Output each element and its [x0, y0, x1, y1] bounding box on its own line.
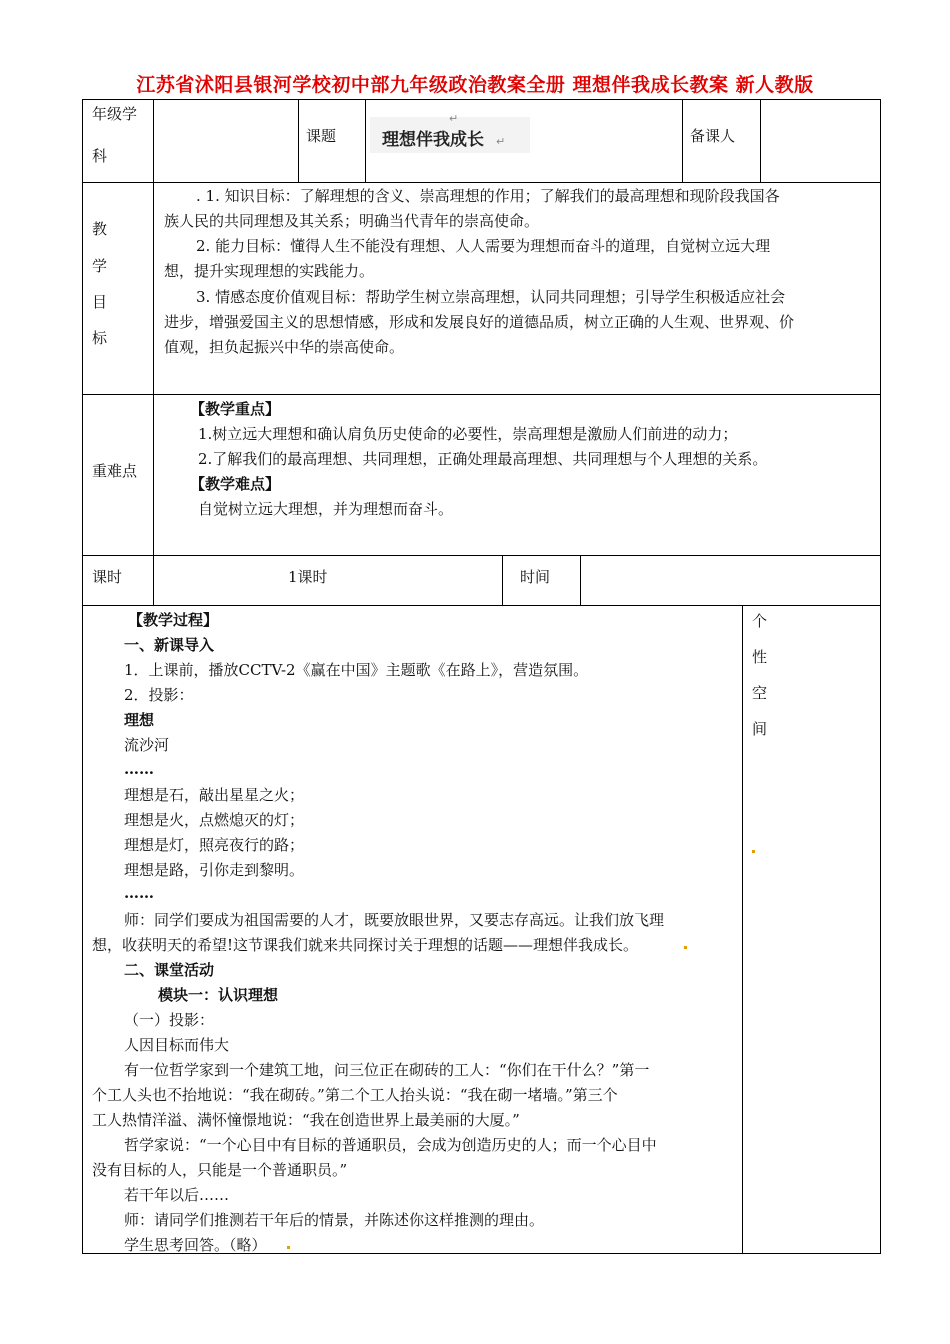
topic-title: 理想伴我成长 — [382, 130, 484, 150]
personal-space-char: 个 — [752, 612, 768, 630]
module-1-projection: （一）投影： — [124, 1011, 215, 1029]
objectives-label-char: 标 — [92, 329, 108, 347]
ellipsis: …… — [124, 884, 154, 902]
story-line-3: 工人热情洋溢、满怀憧憬地说：“我在创造世界上最美丽的大厦。” — [92, 1111, 520, 1129]
story-line-5: 没有目标的人，只能是一个普通职员。” — [92, 1161, 348, 1179]
story-line-1: 有一位哲学家到一个建筑工地，问三位正在砌砖的工人：“你们在干什么？”第一 — [124, 1061, 650, 1079]
preparer-label: 备课人 — [690, 127, 736, 145]
key-points-label: 重难点 — [92, 462, 138, 480]
section-1-item-2: 2．投影： — [124, 686, 194, 704]
poem-line-3: 理想是灯，照亮夜行的路； — [124, 836, 305, 854]
personal-space-char: 空 — [752, 684, 768, 702]
paragraph-mark-icon: ↵ — [449, 112, 459, 125]
paragraph-mark-icon: ↵ — [496, 135, 506, 148]
class-hours-value: 1课时 — [288, 568, 328, 586]
document-title: 江苏省沭阳县银河学校初中部九年级政治教案全册 理想伴我成长教案 新人教版 — [136, 74, 814, 96]
highlight-mark — [684, 946, 687, 949]
time-label: 时间 — [520, 568, 551, 586]
objective-2-line2: 想，提升实现理想的实践能力。 — [164, 262, 375, 280]
poem-line-4: 理想是路，引你走到黎明。 — [124, 861, 305, 879]
story-line-6: 若干年以后…… — [124, 1186, 230, 1204]
story-line-2: 个工人头也不抬地说：“我在砌砖。”第二个工人抬头说：“我在砌一堵墙。”第三个 — [92, 1086, 618, 1104]
poem-title: 理想 — [124, 711, 155, 729]
poem-line-2: 理想是火，点燃熄灭的灯； — [124, 811, 305, 829]
grade-subject-label-line1: 年级学 — [92, 105, 138, 123]
module-1-heading: 模块一：认识理想 — [158, 986, 279, 1004]
objective-2-line1: 2. 能力目标：懂得人生不能没有理想、人人需要为理想而奋斗的道理，自觉树立远大理 — [196, 237, 771, 255]
topic-label: 课题 — [306, 127, 337, 145]
teacher-remark-1-line2: 想，收获明天的希望!这节课我们就来共同探讨关于理想的话题——理想伴我成长。 — [92, 936, 639, 954]
grade-subject-label-line2: 科 — [92, 147, 108, 165]
poem-line-1: 理想是石，敲出星星之火； — [124, 786, 305, 804]
process-title: 【教学过程】 — [128, 611, 219, 629]
story-title: 人因目标而伟大 — [124, 1036, 230, 1054]
personal-space-char: 性 — [752, 648, 768, 666]
section-2-heading: 二、课堂活动 — [124, 961, 215, 979]
objective-1-line2: 族人民的共同理想及其关系；明确当代青年的崇高使命。 — [164, 212, 540, 230]
difficulty-title: 【教学难点】 — [190, 475, 281, 493]
ellipsis: …… — [124, 760, 154, 778]
personal-space-char: 间 — [752, 720, 768, 738]
focus-title: 【教学重点】 — [190, 400, 281, 418]
teacher-remark-1-line1: 师：同学们要成为祖国需要的人才，既要放眼世界，又要志存高远。让我们放飞理 — [124, 911, 665, 929]
objectives-label-char: 目 — [92, 293, 108, 311]
objectives-label-char: 教 — [92, 220, 108, 238]
section-1-item-1: 1．上课前，播放CCTV-2《赢在中国》主题歌《在路上》，营造氛围。 — [124, 661, 589, 679]
objective-3-line3: 值观，担负起振兴中华的崇高使命。 — [164, 338, 405, 356]
focus-item-2: 2.了解我们的最高理想、共同理想，正确处理最高理想、共同理想与个人理想的关系。 — [198, 450, 768, 468]
objective-3-line1: 3. 情感态度价值观目标：帮助学生树立崇高理想，认同共同理想；引导学生积极适应社会 — [196, 288, 786, 306]
highlight-mark — [287, 1246, 290, 1249]
class-hours-label: 课时 — [92, 568, 123, 586]
students-answer: 学生思考回答。（略） — [124, 1236, 267, 1254]
teacher-remark-2: 师：请同学们推测若干年后的情景，并陈述你这样推测的理由。 — [124, 1211, 545, 1229]
section-1-heading: 一、新课导入 — [124, 636, 215, 654]
story-line-4: 哲学家说：“一个心目中有目标的普通职员，会成为创造历史的人；而一个心目中 — [124, 1136, 657, 1154]
objective-3-line2: 进步，增强爱国主义的思想情感，形成和发展良好的道德品质，树立正确的人生观、世界观、价 — [164, 313, 795, 331]
objectives-label-char: 学 — [92, 257, 108, 275]
difficulty-item-1: 自觉树立远大理想，并为理想而奋斗。 — [198, 500, 454, 518]
objective-1-line1: . 1. 知识目标：了解理想的含义、崇高理想的作用；了解我们的最高理想和现阶段我国各 — [196, 187, 780, 205]
focus-item-1: 1.树立远大理想和确认肩负历史使命的必要性，崇高理想是激励人们前进的动力； — [198, 425, 738, 443]
highlight-mark — [752, 850, 755, 853]
poem-author: 流沙河 — [124, 736, 170, 754]
